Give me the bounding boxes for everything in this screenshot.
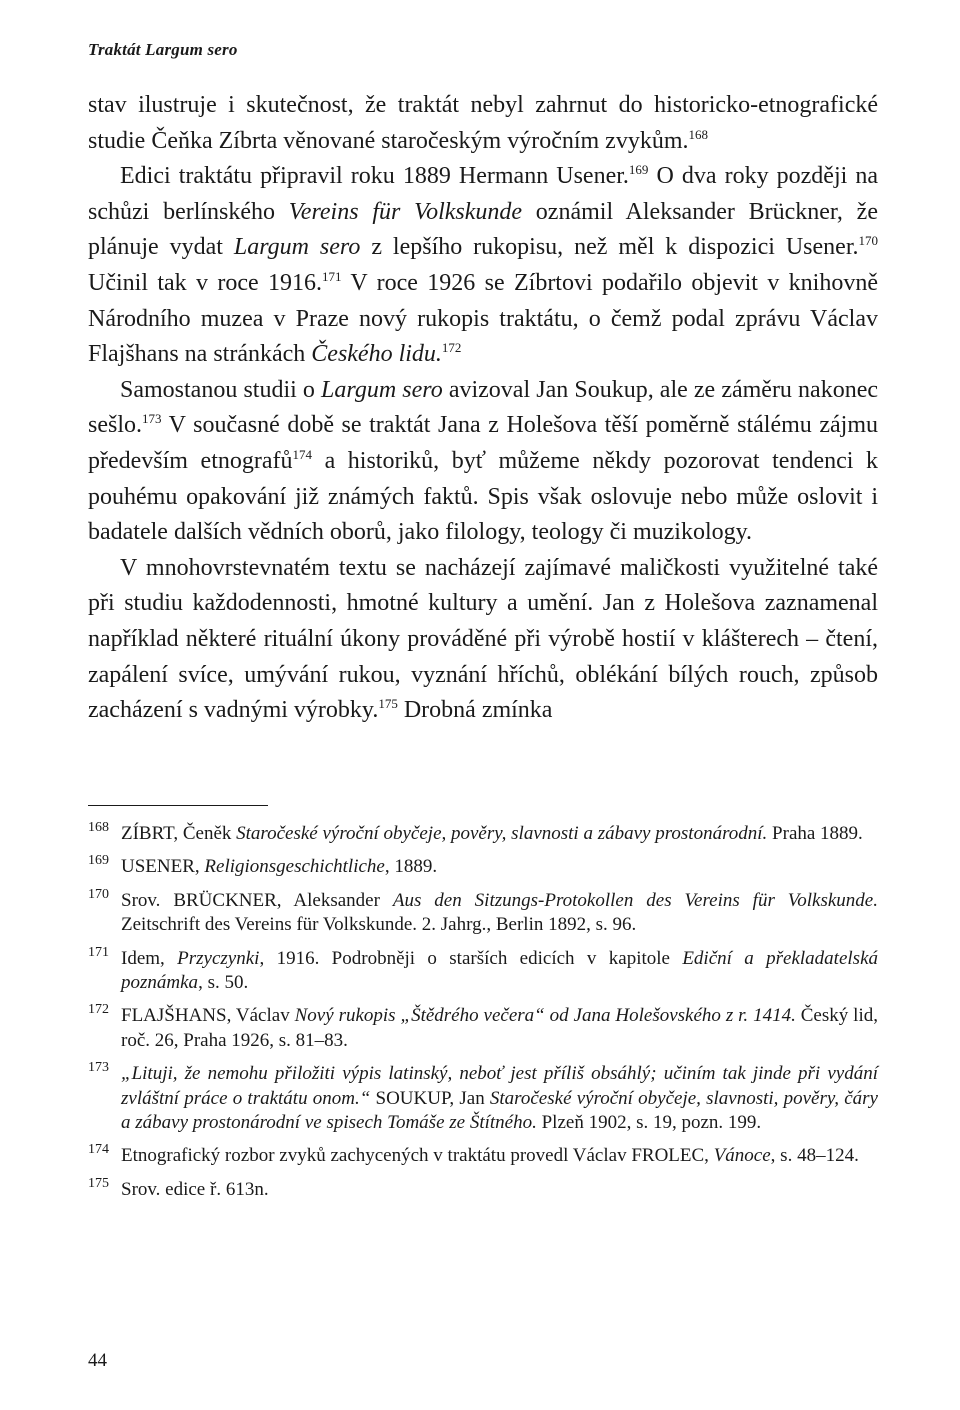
footnote-number: 171: [88, 944, 109, 960]
running-head: Traktát Largum sero: [88, 40, 238, 59]
footnote-ref-170[interactable]: 170: [858, 233, 878, 249]
footnote-number: 170: [88, 886, 109, 902]
footnote-175: 175 Srov. edice ř. 613n.: [88, 1178, 878, 1202]
footnote-ref-171[interactable]: 171: [322, 268, 342, 284]
footnote-ref-175[interactable]: 175: [378, 696, 398, 712]
footnote-174: 174 Etnografický rozbor zvyků zachycených v traktátu provedl Václav FROLEC, Vánoce, s. 48–124.: [88, 1144, 878, 1168]
footnote-ref-172[interactable]: 172: [441, 340, 462, 356]
footnote-separator: [88, 805, 268, 806]
footnote-number: 169: [88, 853, 109, 869]
footnote-168: 168 ZÍBRT, Čeněk Staročeské výroční obyčeje, pověry, slavnosti a zábavy prostonárodní. Praha 1889.: [88, 822, 878, 846]
footnotes: [88, 822, 878, 1211]
footnote-ref-169[interactable]: 169: [628, 162, 649, 178]
paragraph-4: V mnohovrstevnatém textu se nacházejí zajímavé maličkosti využitelné také při studiu každodennosti, hmotné kultury a umění. Jan z Holešova zaznamenal například některé rituální úkony prováděné při výrobě hostií v klášterech – čtení, zapálení svíce, umývání rukou, vyznání hříchů, oblékání bílých rouch, způsob zacházení s vadnými výrobky.$^{175}$ Drobná zmínka: [88, 554, 878, 724]
paragraph-2: Edici traktátu připravil roku 1889 Hermann Usener.$^{169}$ O dva roky později na schůzi berlínského Vereins für Volkskunde oznámil Aleksander Brückner, že plánuje vydat Largum sero z lepšího rukopisu, než měl k dispozici Usener.$^{170}$ Učinil tak v roce 1916.$^{171}$ V roce 1926 se Zíbrtovi podařilo objevit v knihovně Národního muzea v Praze nový rukopis traktátu, o čemž podal zprávu Václav Flajšhans na stránkách Českého lidu.$^{172}$: [88, 162, 878, 368]
footnote-171: 171 Idem, Przyczynki, 1916. Podrobněji o starších edicích v kapitole Ediční a překladatelská poznámka, s. 50.: [88, 947, 878, 996]
page-number: 44: [88, 1350, 107, 1371]
footnote-ref-174[interactable]: 174: [292, 446, 312, 462]
footnote-number: 173: [88, 1060, 109, 1076]
footnote-number: 172: [88, 1002, 109, 1018]
footnote-number: 174: [88, 1142, 109, 1158]
footnote-number: 175: [88, 1175, 109, 1191]
main-text: [88, 88, 878, 729]
footnote-170: 170 Srov. BRÜCKNER, Aleksander Aus den Sitzungs-Protokollen des Vereins für Volkskunde. Zeitschrift des Vereins für Volkskunde. 2. Jahrg., Berlin 1892, s. 96.: [88, 889, 878, 938]
paragraph-3: Samostanou studii o Largum sero avizoval Jan Soukup, ale ze záměru nakonec sešlo.$^{173}$ V současné době se traktát Jana z Holešova těší poměrně stálému zájmu především etnografů$^{174}$ a historiků, byť můžeme někdy pozorovat tendenci k pouhému opakování již známých faktů. Spis však oslovuje nebo může oslovit i badatele dalších vědních oborů, jako filology, teology či muzikology.: [88, 376, 879, 546]
footnote-ref-173[interactable]: 173: [142, 411, 162, 427]
footnote-172: 172 FLAJŠHANS, Václav Nový rukopis „Štědrého večera“ od Jana Holešovského z r. 1414. Český lid, roč. 26, Praha 1926, s. 81–83.: [88, 1004, 878, 1053]
footnote-169: 169 USENER, Religionsgeschichtliche, 1889.: [88, 855, 878, 879]
paragraph-1: stav ilustruje i skutečnost, že traktát nebyl zahrnut do historicko-etnografické studie Čeňka Zíbrta věnované staročeským výročním zvykům.$^{168}$: [88, 92, 878, 154]
footnote-173: 173 „Lituji, že nemohu přiložiti výpis latinský, neboť jest příliš obsáhlý; učiním tak jinde při vydání zvláštní práce o traktátu onom.“ SOUKUP, Jan Staročeské výroční obyčeje, slavnosti, pověry, čáry a zábavy prostonárodní ve spisech Tomáše ze Štítného. Plzeň 1902, s. 19, pozn. 199.: [88, 1062, 878, 1135]
footnote-number: 168: [88, 820, 109, 835]
footnote-ref-168[interactable]: 168: [688, 126, 709, 142]
